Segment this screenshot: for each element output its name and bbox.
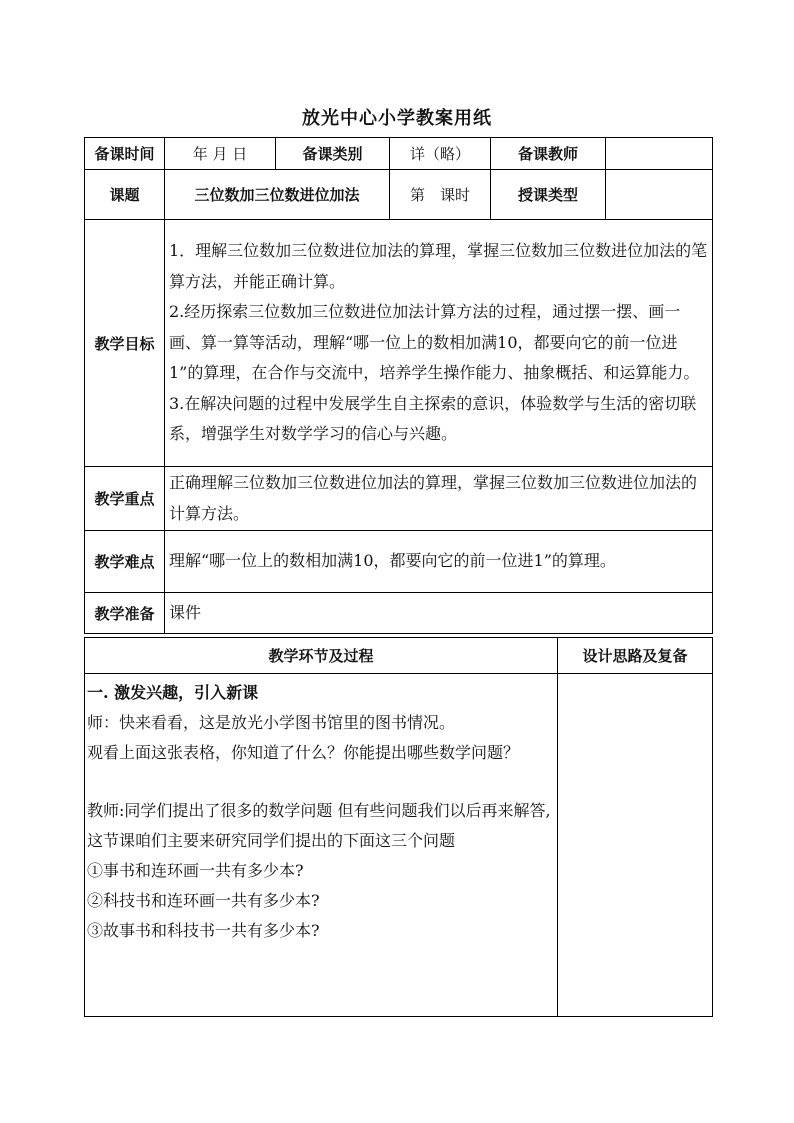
topic-label: 课题 — [85, 170, 165, 220]
prep-type-value: 详（略） — [390, 138, 491, 170]
difficulties-content — [165, 531, 713, 593]
key-points-row — [85, 467, 713, 531]
teacher-value — [606, 138, 713, 170]
goals-row — [85, 220, 713, 467]
process-header-left: 教学环节及过程 — [85, 638, 558, 674]
lesson-type-label: 授课类型 — [491, 170, 606, 220]
key-points-text: 正确理解三位数加三位数进位加法的算理，掌握三位数加三位数进位加法的计算方法。 — [169, 473, 698, 523]
preparation-text: 课件 — [169, 602, 202, 622]
goals-label: 教学目标 — [85, 220, 165, 467]
header-row — [85, 138, 713, 170]
goals-content — [165, 220, 713, 467]
lesson-info-table — [84, 137, 713, 634]
question-item: ③故事书和科技书一共有多少本? — [87, 921, 320, 940]
document-title: 放光中心小学教案用纸 — [302, 108, 492, 129]
lesson-type-value — [606, 170, 713, 220]
period-value: 第 课时 — [390, 170, 491, 220]
question-item: ②科技书和连环画一共有多少本? — [87, 891, 320, 910]
preparation-content — [165, 593, 713, 634]
key-points-label: 教学重点 — [85, 467, 165, 531]
process-header-row — [85, 638, 713, 674]
section-title: 一. 激发兴趣，引入新课 — [87, 683, 259, 702]
process-body-row — [85, 674, 713, 1017]
difficulties-label: 教学难点 — [85, 531, 165, 593]
difficulties-text: 理解“哪一位上的数相加满10，都要向它的前一位进1”的算理。 — [169, 551, 616, 571]
preparation-label: 教学准备 — [85, 593, 165, 634]
key-points-content — [165, 467, 713, 531]
teacher-label: 备课教师 — [491, 138, 606, 170]
process-line: 观看上面这张表格，你知道了什么？你能提出哪些数学问题？ — [87, 743, 520, 762]
process-line: 师：快来看看，这是放光小学图书馆里的图书情况。 — [87, 713, 456, 732]
teacher-line: 教师:同学们提出了很多的数学问题 但有些问题我们以后再来解答, 这节课咱们主要来研究同学们提出的下面这三个问题 — [87, 801, 551, 850]
topic-value: 三位数加三位数进位加法 — [165, 170, 390, 220]
process-header-right: 设计思路及复备 — [558, 638, 713, 674]
prep-time-label: 备课时间 — [85, 138, 165, 170]
difficulties-row — [85, 531, 713, 593]
goal-item: 3.在解决问题的过程中发展学生自主探索的意识，体验数学与生活的密切联系，增强学生对数学学习的信心与兴趣。 — [169, 393, 697, 444]
process-content — [85, 674, 558, 1017]
topic-row — [85, 170, 713, 220]
prep-type-label: 备课类别 — [276, 138, 390, 170]
process-table — [84, 637, 713, 1017]
preparation-row — [85, 593, 713, 634]
goal-item: 1．理解三位数加三位数进位加法的算理，掌握三位数加三位数进位加法的笔算方法，并能正确计算。 — [169, 241, 708, 291]
goal-item: 2.经历探索三位数加三位数进位加法计算方法的过程，通过摆一摆、画一画、算一算等活动，理解“哪一位上的数相加满10，都要向它的前一位进1”的算理，在合作与交流中，培养学生操作能力、抽象概括、和运算能力。 — [169, 302, 700, 383]
date-value: 年 月 日 — [165, 138, 276, 170]
design-notes-cell — [558, 674, 713, 1017]
question-item: ①事书和连环画一共有多少本? — [87, 861, 304, 880]
